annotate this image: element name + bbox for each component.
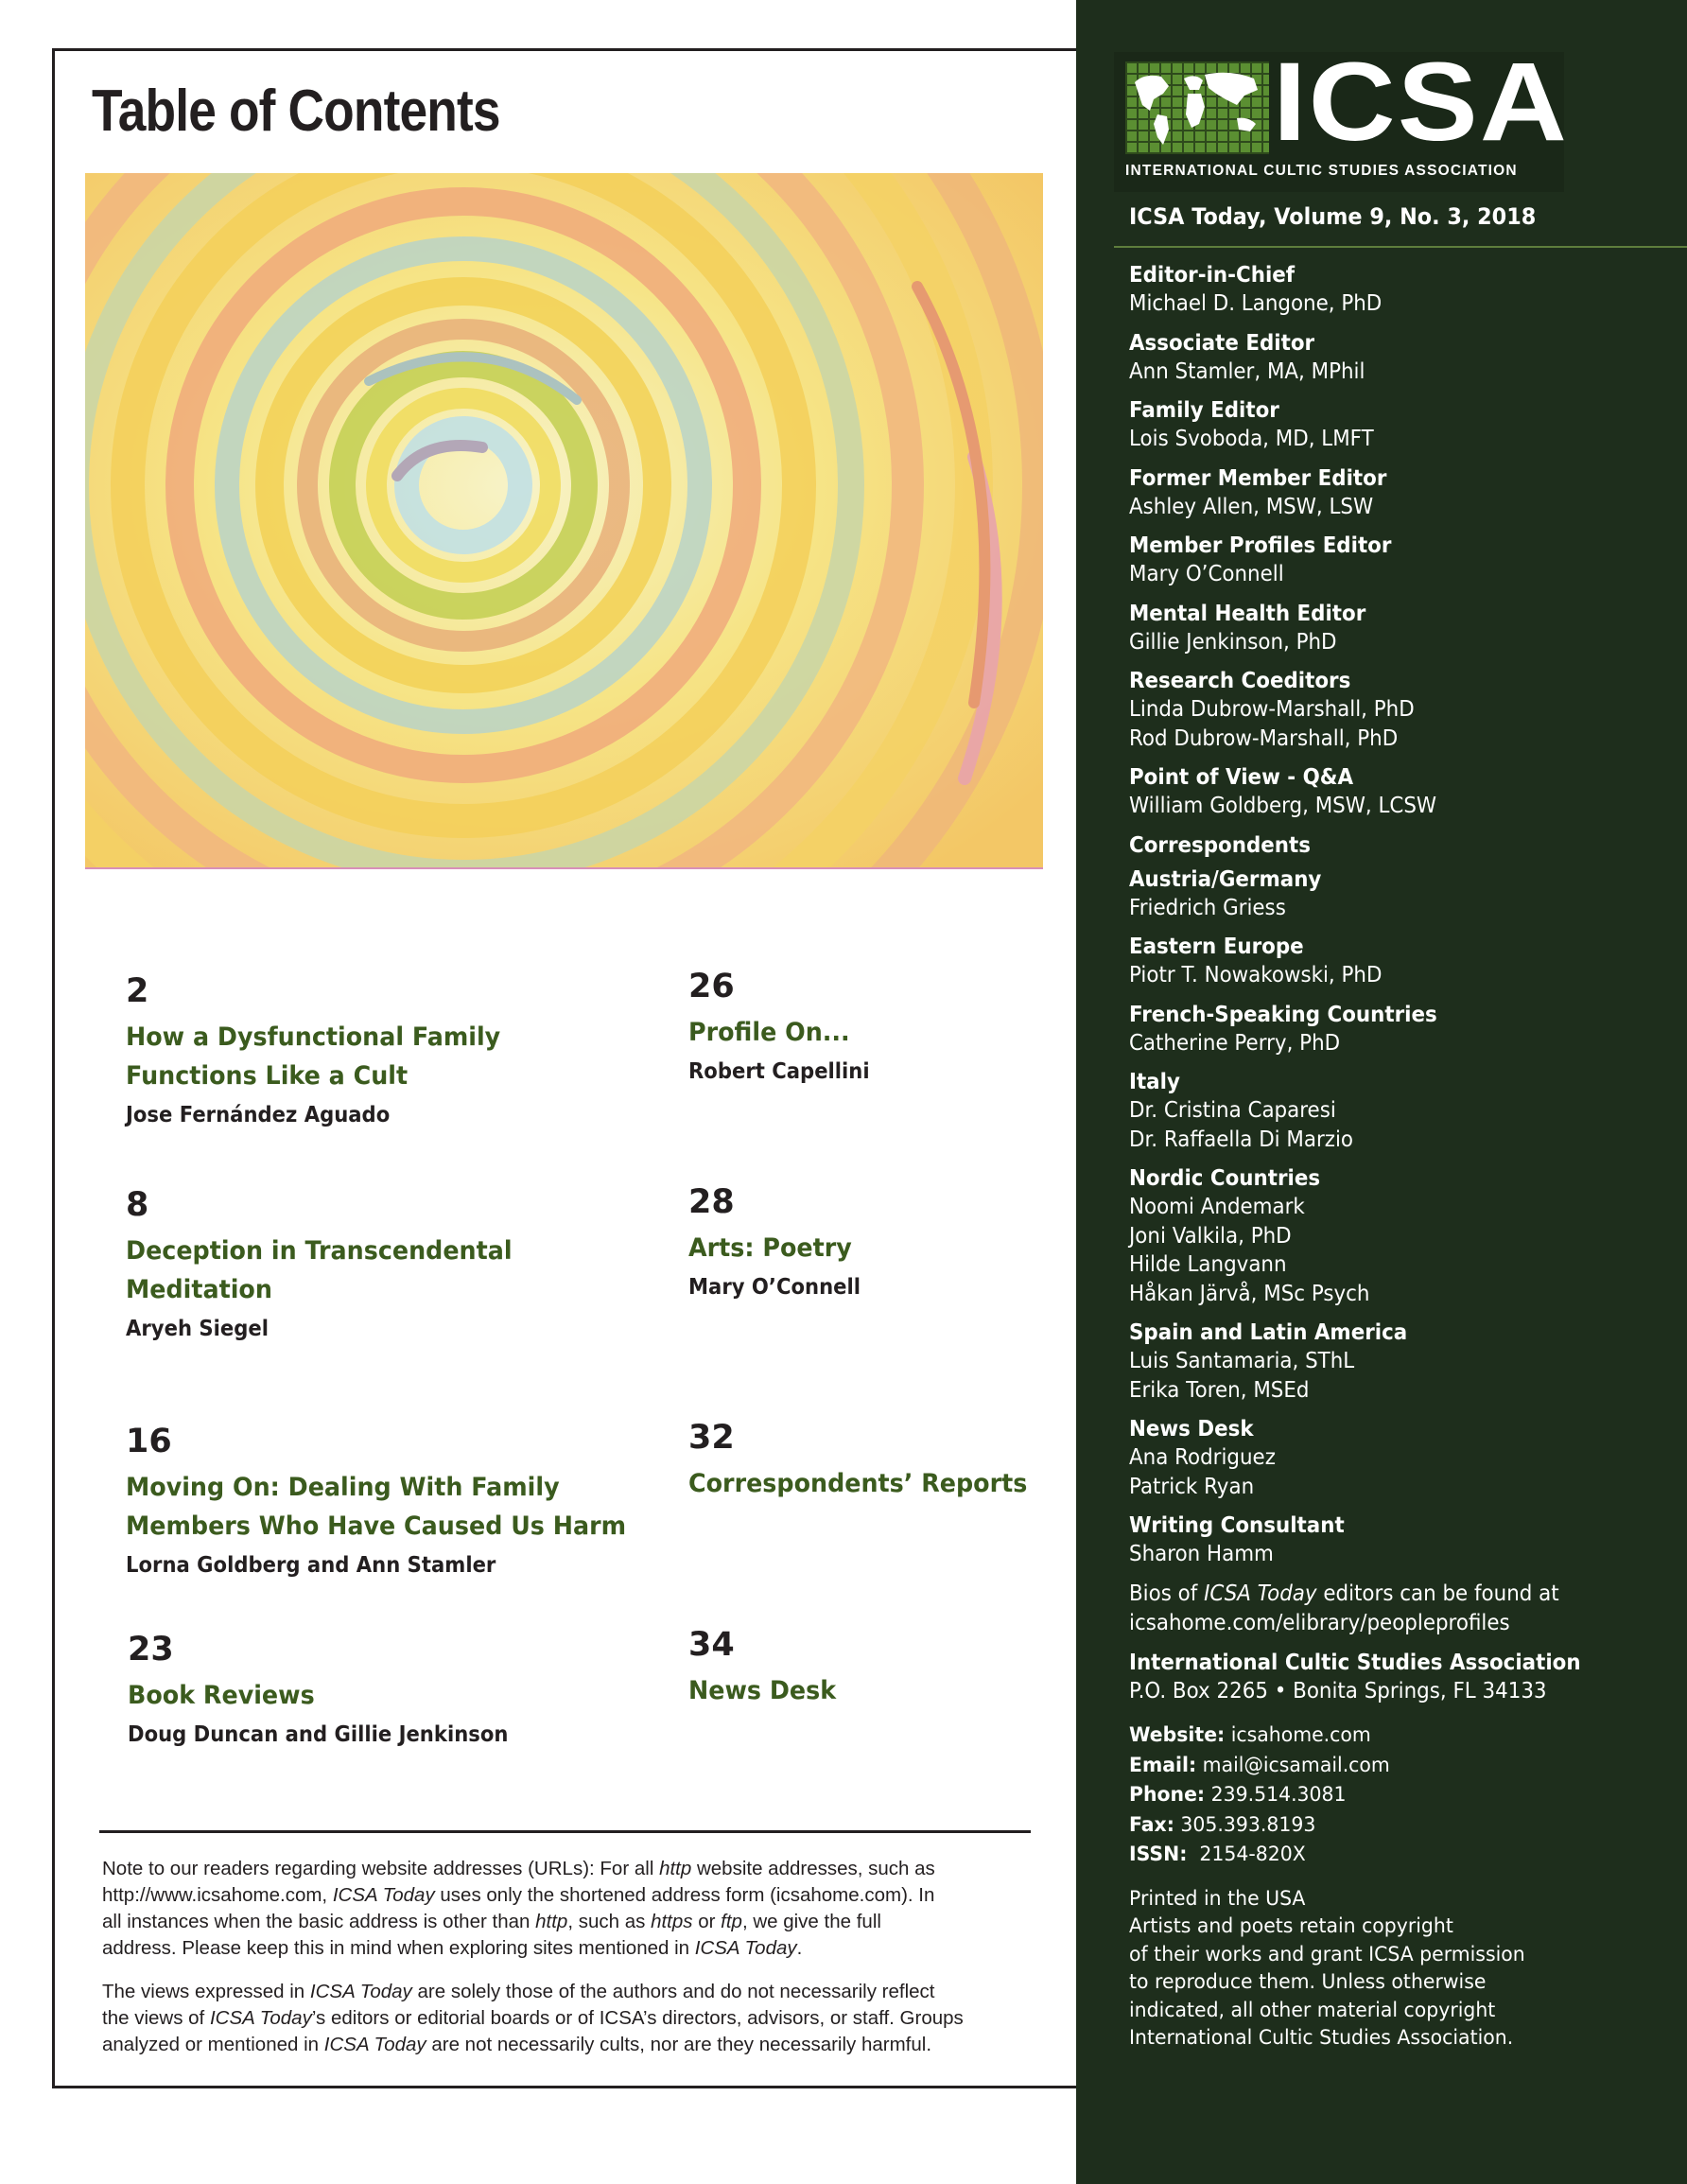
contact-website[interactable]: Website: icsahome.com [1129, 1723, 1371, 1747]
divider [1114, 246, 1687, 248]
role-name: Michael D. Langone, PhD [1129, 291, 1383, 316]
role-name: Ana Rodriguez [1129, 1445, 1276, 1470]
toc-article-title: Arts: Poetry [688, 1233, 852, 1263]
toc-entry[interactable] [126, 1423, 627, 1581]
toc-page-number: 16 [126, 1423, 172, 1460]
masthead-role [1129, 865, 1678, 923]
role-name: Patrick Ryan [1129, 1474, 1255, 1499]
role-title: Writing Consultant [1129, 1513, 1345, 1538]
role-name: Rod Dubrow-Marshall, PhD [1129, 725, 1399, 751]
bios-link[interactable]: icsahome.com/elibrary/peopleprofiles [1129, 1610, 1510, 1635]
toc-author: Jose Fernández Aguado [126, 1103, 391, 1127]
issue-label: ICSA Today, Volume 9, No. 3, 2018 [1129, 203, 1537, 230]
watercolor-spiral-image [85, 173, 1043, 867]
copyright-notice: Printed in the USA Artists and poets retain copyright of their works and grant ICSA permission to reproduce them. Unless otherwise indicated, all other material copyright International Cultic Studies Association. [1129, 1886, 1525, 2050]
contact-issn: ISSN: 2154-820X [1129, 1843, 1306, 1866]
toc-page-number: 26 [688, 968, 735, 1005]
masthead-role [1129, 261, 1678, 319]
masthead-role [1129, 763, 1678, 821]
role-name: Mary O’Connell [1129, 562, 1284, 586]
masthead-role [1129, 532, 1678, 589]
masthead-role [1129, 396, 1678, 454]
role-title: Family Editor [1129, 398, 1279, 423]
contact-fax: Fax: 305.393.8193 [1129, 1812, 1316, 1837]
page-title: Table of Contents [92, 79, 500, 144]
toc-page-number: 28 [688, 1183, 735, 1221]
role-title: French-Speaking Countries [1129, 1002, 1437, 1027]
toc-page-number: 34 [688, 1626, 735, 1664]
org-name: International Cultic Studies Association [1129, 1650, 1581, 1675]
toc-article-title: Profile On... [688, 1018, 850, 1047]
masthead-role [1129, 831, 1678, 860]
role-name: Håkan Järvå, MSc Psych [1129, 1281, 1370, 1306]
world-map-icon [1125, 61, 1269, 154]
masthead-sidebar [1076, 0, 1687, 2184]
toc-author: Doug Duncan and Gillie Jenkinson [128, 1722, 509, 1747]
globe-icon [1125, 61, 1269, 154]
contact-phone: Phone: 239.514.3081 [1129, 1783, 1347, 1807]
logo-wordmark: ICSA [1273, 40, 1570, 165]
role-name: Hilde Langvann [1129, 1252, 1287, 1277]
toc-article-title: Moving On: Dealing With Family Members Who Have Caused Us Harm [126, 1473, 627, 1541]
logo-subtitle: INTERNATIONAL CULTIC STUDIES ASSOCIATION [1125, 163, 1518, 179]
toc-article-title: How a Dysfunctional Family Functions Like a Cult [126, 1022, 501, 1091]
role-name: Erika Toren, MSEd [1129, 1377, 1310, 1403]
toc-entry[interactable] [128, 1631, 619, 1751]
role-title: Spain and Latin America [1129, 1320, 1408, 1345]
url-note: Note to our readers regarding website addresses (URLs): For all http website addresses, such as http://www.icsahome.com, ICSA Today uses only the shortened address form (icsahome.com). In all instances when the basic address is other than http, such as https or ftp, we give the full address. Please keep this in mind when exploring sites mentioned in ICSA Today. [102, 1858, 935, 1959]
masthead-role [1129, 933, 1678, 990]
masthead-role [1129, 1415, 1678, 1501]
role-name: Catherine Perry, PhD [1129, 1030, 1341, 1056]
toc-page-number: 32 [688, 1419, 735, 1457]
role-name: Dr. Raffaella Di Marzio [1129, 1127, 1354, 1152]
toc-author: Mary O’Connell [688, 1275, 861, 1300]
org-address [1129, 1649, 1678, 1706]
role-name: Lois Svoboda, MD, LMFT [1129, 427, 1374, 451]
toc-article-title: Deception in Transcendental Meditation [126, 1236, 513, 1304]
toc-article-title: News Desk [688, 1676, 837, 1705]
role-title: Former Member Editor [1129, 465, 1387, 491]
role-name: Sharon Hamm [1129, 1542, 1274, 1566]
masthead-role [1129, 1001, 1678, 1058]
masthead-role [1129, 1319, 1678, 1405]
masthead-role [1129, 667, 1678, 753]
toc-article-title: Book Reviews [128, 1681, 315, 1710]
role-name: Joni Valkila, PhD [1129, 1223, 1292, 1249]
contact-list [1129, 1721, 1678, 1870]
role-name: Piotr T. Nowakowski, PhD [1129, 963, 1383, 987]
role-title: News Desk [1129, 1417, 1254, 1441]
role-title: Point of View - Q&A [1129, 765, 1354, 790]
role-title: Correspondents [1129, 832, 1311, 858]
role-name: Luis Santamaria, SThL [1129, 1349, 1355, 1373]
role-name: Friedrich Griess [1129, 895, 1286, 920]
toc-article-title: Correspondents’ Reports [688, 1469, 1028, 1498]
role-name: Ann Stamler, MA, MPhil [1129, 358, 1365, 384]
views-disclaimer: The views expressed in ICSA Today are solely those of the authors and do not necessarily reflect the views of ICSA Today’s editors or editorial boards or of ICSA’s directors, advisors, or staff. Groups analyzed or mentioned in ICSA Today are not necessarily cults, nor are they necessarily harmful. [102, 1981, 964, 2055]
role-title: Nordic Countries [1129, 1166, 1321, 1191]
contact-email[interactable]: Email: mail@icsamail.com [1129, 1753, 1390, 1777]
toc-author: Aryeh Siegel [126, 1317, 269, 1341]
role-name: William Goldberg, MSW, LCSW [1129, 794, 1437, 818]
role-title: Austria/Germany [1129, 866, 1322, 892]
masthead-role [1129, 600, 1678, 657]
bios-note: Bios of ICSA Today editors can be found at icsahome.com/elibrary/peopleprofiles [1129, 1580, 1678, 1638]
role-name: Dr. Cristina Caparesi [1129, 1098, 1336, 1123]
org-street: P.O. Box 2265 • Bonita Springs, FL 34133 [1129, 1678, 1547, 1704]
toc-entry[interactable] [126, 972, 617, 1131]
role-title: Italy [1129, 1070, 1180, 1094]
role-title: Editor-in-Chief [1129, 263, 1296, 288]
role-title: Mental Health Editor [1129, 601, 1366, 626]
masthead-role [1129, 1068, 1678, 1154]
toc-author: Lorna Goldberg and Ann Stamler [126, 1553, 496, 1578]
divider [99, 1830, 1031, 1833]
masthead-role [1129, 329, 1678, 387]
role-title: Eastern Europe [1129, 935, 1304, 959]
toc-entry[interactable] [126, 1186, 617, 1345]
cover-artwork [85, 173, 1043, 869]
masthead-role [1129, 464, 1678, 522]
toc-page-number: 23 [128, 1631, 174, 1669]
masthead-role [1129, 1164, 1678, 1308]
toc-page-number: 2 [126, 972, 149, 1010]
role-name: Ashley Allen, MSW, LSW [1129, 494, 1374, 519]
masthead-list [1129, 261, 1678, 2063]
role-title: Member Profiles Editor [1129, 533, 1392, 558]
toc-author: Robert Capellini [688, 1059, 870, 1084]
masthead-role [1129, 1511, 1678, 1569]
toc-page-number: 8 [126, 1186, 149, 1224]
role-name: Noomi Andemark [1129, 1195, 1305, 1219]
role-title: Research Coeditors [1129, 669, 1351, 693]
role-name: Linda Dubrow-Marshall, PhD [1129, 697, 1415, 722]
role-title: Associate Editor [1129, 330, 1315, 356]
icsa-logo [1114, 40, 1570, 192]
role-name: Gillie Jenkinson, PhD [1129, 629, 1337, 655]
